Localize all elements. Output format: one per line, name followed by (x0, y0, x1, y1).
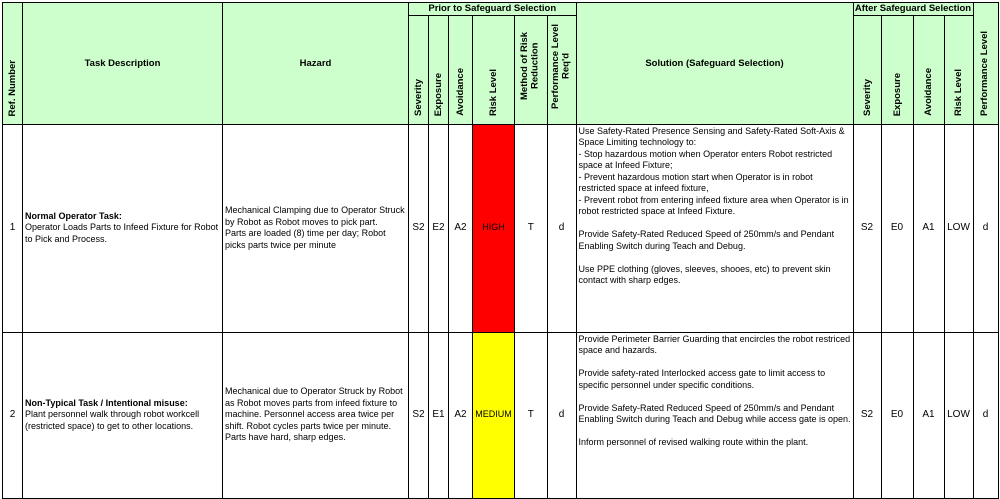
after-exposure-cell: E0 (881, 332, 913, 498)
after-exposure-cell: E0 (881, 124, 913, 332)
hazard-line: Mechanical due to Operator Struck by Robot as Robot moves parts from infeed fixture to machine. Personnel access area twice per shift. Robot cycles parts twice per minute. Parts have hard, sharp edges. (225, 386, 403, 443)
risk-assessment-table (2, 2, 999, 499)
after-risk-level-cell: LOW (944, 332, 973, 498)
exposure-header: Exposure (429, 16, 449, 125)
risk-assessment-sheet (2, 2, 999, 499)
after-performance-level-cell: d (973, 332, 998, 498)
severity-cell: S2 (409, 124, 429, 332)
prior-to-safeguard-header: Prior to Safeguard Selection (409, 3, 577, 16)
after-severity-cell: S2 (853, 332, 881, 498)
method-cell: T (515, 124, 548, 332)
task-title: Non-Typical Task / Intentional misuse: (25, 397, 188, 408)
after-performance-level-header: Performance Level (973, 3, 998, 125)
after-severity-cell: S2 (853, 124, 881, 332)
after-risk-level-cell: LOW (944, 124, 973, 332)
after-safeguard-header: After Safeguard Selection (854, 3, 972, 15)
risk-level-cell: HIGH (473, 124, 515, 332)
task-description-cell (23, 124, 223, 332)
hazard-line: Mechanical Clamping due to Operator Struck by Robot as Robot moves to pick part. (225, 205, 405, 227)
solution-block: Inform personnel of revised walking route within the plant. (578, 437, 809, 447)
ref-number-cell: 2 (3, 332, 23, 498)
table-row (3, 124, 999, 332)
solution-block: Provide safety-rated Interlocked access gate to limit access to specific personnel under specific conditions. (578, 368, 826, 390)
method-cell: T (515, 332, 548, 498)
task-description-cell (23, 332, 223, 498)
after-avoidance-cell: A1 (913, 124, 944, 332)
solution-cell (576, 332, 853, 498)
performance-level-reqd-header: Performance Level Req'd (547, 16, 576, 125)
performance-reqd-cell: d (547, 124, 576, 332)
task-description-header: Task Description (23, 3, 223, 125)
after-severity-header: Severity (853, 16, 881, 125)
avoidance-cell: A2 (449, 124, 473, 332)
hazard-line: Parts are loaded (8) time per day; Robot picks parts twice per minute (225, 228, 386, 250)
solution-block: Use Safety-Rated Presence Sensing and Safety-Rated Soft-Axis & Space Limiting technology to: - Stop hazardous motion when Operator enters Robot restricted space at Infeed Fixture; - Prevent hazardous motion start when Operator is in robot restricted space at infeed fixture, - Prevent robot from entering infeed fixture area when Operator is in robot restricted space at Infeed Fixture. (578, 125, 849, 216)
solution-block: Provide Safety-Rated Reduced Speed of 250mm/s and Pendant Enabling Switch during Teach and Debug. (578, 229, 835, 251)
method-of-risk-reduction-header: Method of Risk Reduction (515, 16, 548, 125)
exposure-cell: E1 (429, 332, 449, 498)
performance-reqd-cell: d (547, 332, 576, 498)
exposure-cell: E2 (429, 124, 449, 332)
table-row (3, 332, 999, 498)
severity-header: Severity (409, 16, 429, 125)
solution-block: Provide Safety-Rated Reduced Speed of 250mm/s and Pendant Enabling Switch during Teach and Debug while access gate is open. (578, 402, 851, 424)
task-text: Operator Loads Parts to Infeed Fixture for Robot to Pick and Process. (25, 222, 219, 244)
group-header-row (3, 3, 999, 16)
ref-number-header: Ref. Number (3, 3, 23, 125)
severity-cell: S2 (409, 332, 429, 498)
after-exposure-header: Exposure (881, 16, 913, 125)
risk-level-cell: MEDIUM (473, 332, 515, 498)
hazard-header: Hazard (223, 3, 409, 125)
after-performance-level-cell: d (973, 124, 998, 332)
task-text: Plant personnel walk through robot workcell (restricted space) to get to other locations. (25, 409, 200, 431)
solution-header: Solution (Safeguard Selection) (576, 3, 853, 125)
risk-level-header: Risk Level (473, 16, 515, 125)
avoidance-cell: A2 (449, 332, 473, 498)
hazard-cell (223, 124, 409, 332)
task-title: Normal Operator Task: (25, 210, 122, 221)
after-risk-level-header: Risk Level (944, 16, 973, 125)
hazard-cell (223, 332, 409, 498)
after-avoidance-cell: A1 (913, 332, 944, 498)
after-avoidance-header: Avoidance (913, 16, 944, 125)
solution-cell (576, 124, 853, 332)
solution-block: Use PPE clothing (gloves, sleeves, shooes, etc) to prevent skin contact with sharp edges. (578, 263, 831, 285)
solution-block: Provide Perimeter Barrier Guarding that encircles the robot restriced space and hazards. (578, 333, 851, 355)
avoidance-header: Avoidance (449, 16, 473, 125)
ref-number-cell: 1 (3, 124, 23, 332)
